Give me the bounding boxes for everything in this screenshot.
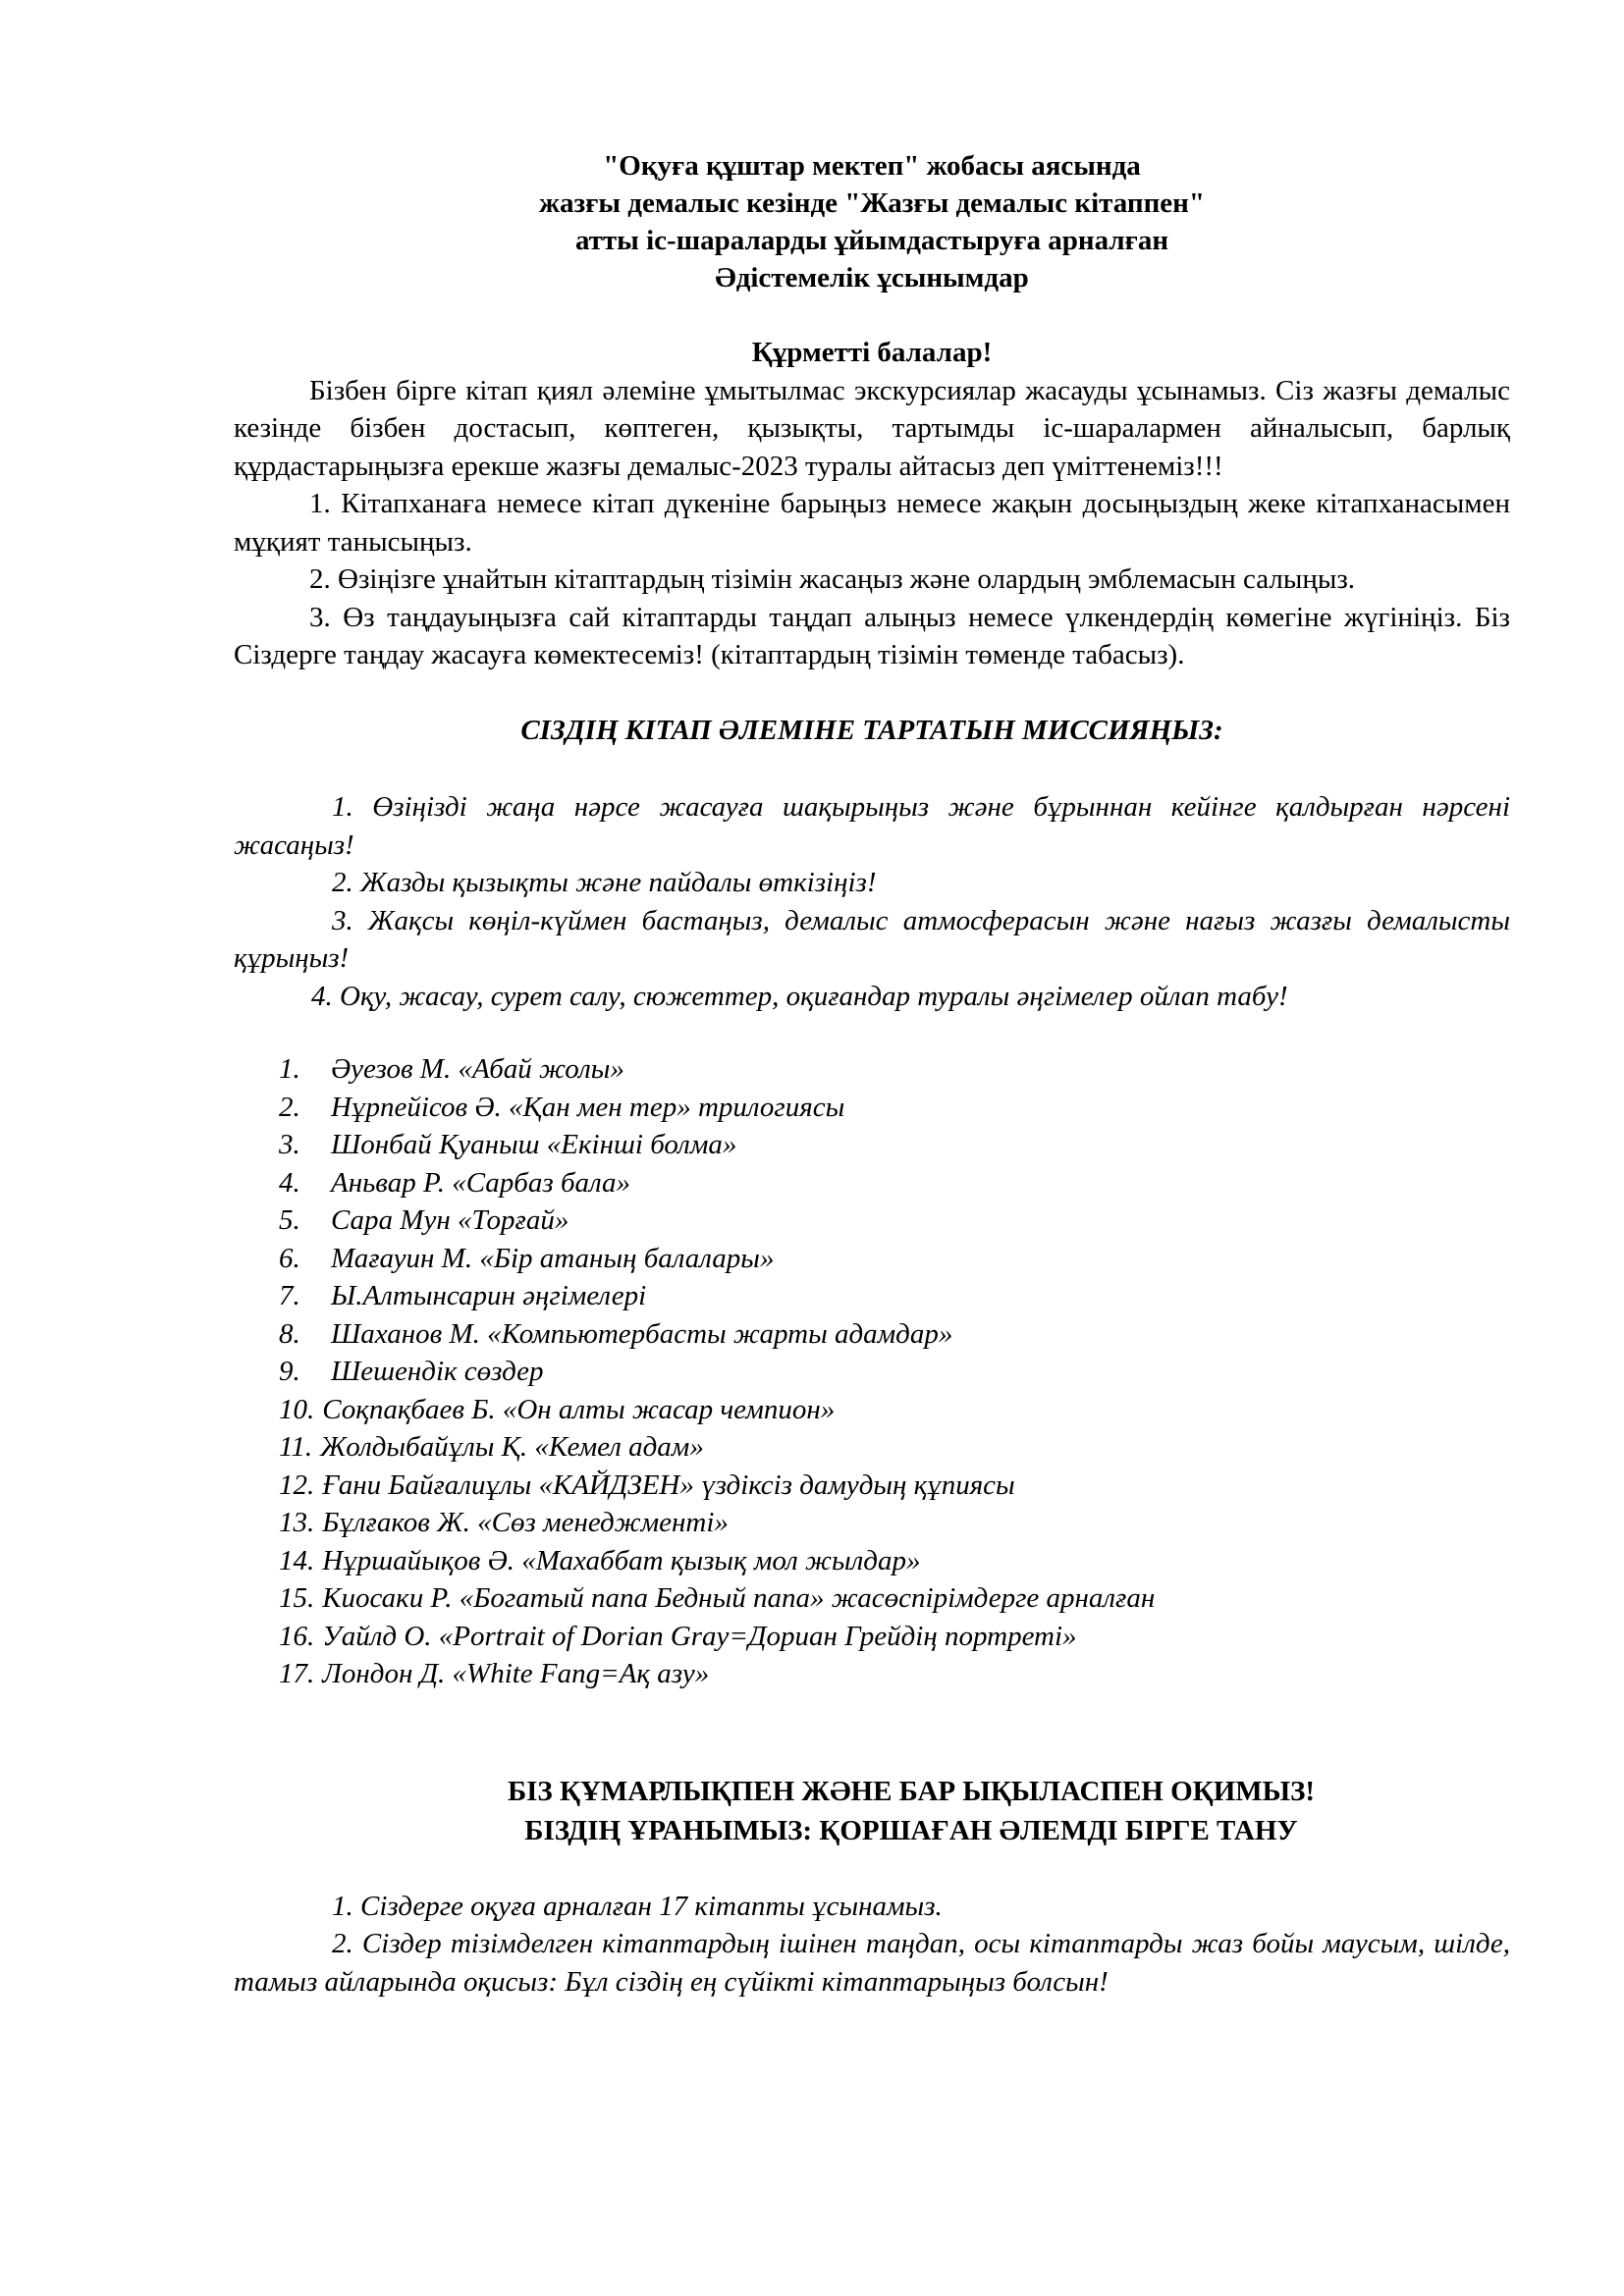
book-item <box>234 1050 1510 1089</box>
mission-item: 1. Өзіңізді жаңа нәрсе жасауға шақырыңыз және бұрыннан кейінге қалдырған нәрсені жасаңыз! <box>234 791 1510 861</box>
book-title: Әуезов М. «Абай жолы» <box>331 1053 624 1085</box>
book-item <box>234 1353 1510 1391</box>
book-title: Сара Мун «Торғай» <box>331 1204 569 1236</box>
book-title: Ы.Алтынсарин әңгімелері <box>331 1280 647 1311</box>
book-title: Уайлд О. «Portrait of Dorian Gray=Дориан Грейдің портреті» <box>322 1620 1077 1652</box>
mission-item: 4. Оқу, жасау, сурет салу, сюжеттер, оқиғандар туралы әңгімелер ойлап табу! <box>311 980 1288 1012</box>
document-title <box>234 147 1510 296</box>
book-item <box>234 1315 1510 1354</box>
book-number: 14. <box>279 1544 315 1576</box>
greeting: Құрметті балалар! <box>751 337 993 368</box>
book-item <box>234 1655 1510 1693</box>
book-item <box>234 1164 1510 1202</box>
book-item <box>234 1504 1510 1542</box>
book-number: 6. <box>279 1242 300 1274</box>
book-number: 1. <box>279 1053 300 1085</box>
mission-item: 2. Жазды қызықты және пайдалы өткізіңіз! <box>332 867 877 898</box>
book-item <box>234 1391 1510 1429</box>
final-heading-line-2: БІЗДІҢ ҰРАНЫМЫЗ: ҚОРШАҒАН ӘЛЕМДІ БІРГЕ ТАНУ <box>524 1814 1298 1846</box>
book-item <box>234 1126 1510 1164</box>
book-number: 11. <box>279 1431 313 1463</box>
book-number: 10. <box>279 1393 315 1425</box>
book-title: Шешендік сөздер <box>331 1356 544 1387</box>
final-heading <box>234 1772 1510 1850</box>
book-number: 8. <box>279 1317 300 1350</box>
final-heading-line-1: БІЗ ҚҰМАРЛЫҚПЕН ЖӘНЕ БАР ЫҚЫЛАСПЕН ОҚИМЫЗ! <box>507 1775 1316 1807</box>
book-number: 16. <box>279 1620 315 1652</box>
book-title: Киосаки Р. «Богатый папа Бедный папа» жасөспірімдерге арналған <box>322 1582 1156 1614</box>
book-item <box>234 1467 1510 1505</box>
book-title: Ғани Байғалиұлы «КАЙДЗЕН» үздіксіз дамудың құпиясы <box>322 1468 1015 1501</box>
book-item <box>234 1089 1510 1127</box>
book-item <box>234 1201 1510 1240</box>
mission-list <box>234 788 1510 1015</box>
book-number: 3. <box>279 1129 300 1160</box>
intro-section <box>234 372 1510 674</box>
book-number: 15. <box>279 1582 315 1614</box>
intro-step-1: 1. Кітапханаға немесе кітап дүкеніне барыңыз немесе жақын досыңыздың жеке кітапханасымен мұқият танысыңыз. <box>234 488 1510 558</box>
book-title: Аньвар Р. «Сарбаз бала» <box>331 1166 631 1199</box>
title-line-2: жазғы демалыс кезінде "Жазғы демалыс кітаппен" <box>539 187 1205 219</box>
book-item <box>234 1428 1510 1467</box>
book-number: 9. <box>279 1356 300 1387</box>
final-paragraph-2: 2. Сіздер тізімделген кітаптардың ішінен таңдап, осы кітаптарды жаз бойы маусым, шілде, тамыз айларында оқисыз: Бұл сіздің ең сүйікті кітаптарыңыз болсын! <box>234 1928 1510 1998</box>
book-number: 5. <box>279 1204 300 1236</box>
book-number: 17. <box>279 1658 315 1689</box>
book-title: Лондон Д. «White Fang=Ақ азу» <box>322 1658 710 1689</box>
mission-heading: СІЗДІҢ КІТАП ӘЛЕМІНЕ ТАРТАТЫН МИССИЯҢЫЗ: <box>520 714 1223 746</box>
book-item <box>234 1618 1510 1656</box>
book-item <box>234 1240 1510 1278</box>
title-line-4: Әдістемелік ұсынымдар <box>715 262 1029 294</box>
book-number: 2. <box>279 1091 300 1123</box>
book-number: 4. <box>279 1166 300 1199</box>
book-number: 7. <box>279 1280 300 1311</box>
book-number: 13. <box>279 1507 315 1538</box>
final-section <box>234 1888 1510 2002</box>
book-title: Нұрпейісов Ә. «Қан мен тер» трилогиясы <box>331 1091 845 1123</box>
intro-paragraph: Бізбен бірге кітап қиял әлеміне ұмытылмас экскурсиялар жасауды ұсынамыз. Сіз жазғы демалыс кезінде бізбен достасып, көптеген, қызықты, тартымды іс-шаралармен айналысып, барлық құрдастарыңызға ерекше жазғы демалыс-2023 туралы айтасыз деп үміттенеміз!!! <box>234 374 1510 482</box>
book-title: Бұлғаков Ж. «Сөз менеджменті» <box>322 1507 729 1538</box>
intro-step-2: 2. Өзіңізге ұнайтын кітаптардың тізімін жасаңыз және олардың эмблемасын салыңыз. <box>309 563 1356 595</box>
book-item <box>234 1579 1510 1618</box>
book-number: 12. <box>279 1468 315 1501</box>
book-title: Мағауин М. «Бір атаның балалары» <box>331 1242 775 1274</box>
title-line-1: "Оқуға құштар мектеп" жобасы аясында <box>603 150 1141 182</box>
book-title: Шонбай Қуаныш «Екінші болма» <box>331 1129 737 1160</box>
document-page <box>234 147 1510 2001</box>
book-title: Шаханов М. «Компьютербасты жарты адамдар» <box>331 1317 953 1350</box>
book-title: Соқпақбаев Б. «Он алты жасар чемпион» <box>322 1393 836 1425</box>
final-paragraph-1: 1. Сіздерге оқуға арналған 17 кітапты ұсынамыз. <box>332 1890 943 1922</box>
book-item <box>234 1542 1510 1580</box>
intro-step-3: 3. Өз таңдауыңызға сай кітаптарды таңдап алыңыз немесе үлкендердің көмегіне жүгініңіз. Біз Сіздерге таңдау жасауға көмектесеміз! (кітаптардың тізімін төменде табасыз). <box>234 601 1510 670</box>
book-list <box>234 1050 1510 1693</box>
title-line-3: атты іс-шараларды ұйымдастыруға арналған <box>574 225 1169 256</box>
book-title: Нұршайықов Ә. «Махаббат қызық мол жылдар» <box>322 1544 921 1576</box>
book-title: Жолдыбайұлы Қ. «Кемел адам» <box>320 1431 704 1463</box>
book-item <box>234 1277 1510 1315</box>
mission-item: 3. Жақсы көңіл-күймен бастаңыз, демалыс атмосферасын және нағыз жазғы демалысты құрыңыз! <box>234 904 1510 974</box>
